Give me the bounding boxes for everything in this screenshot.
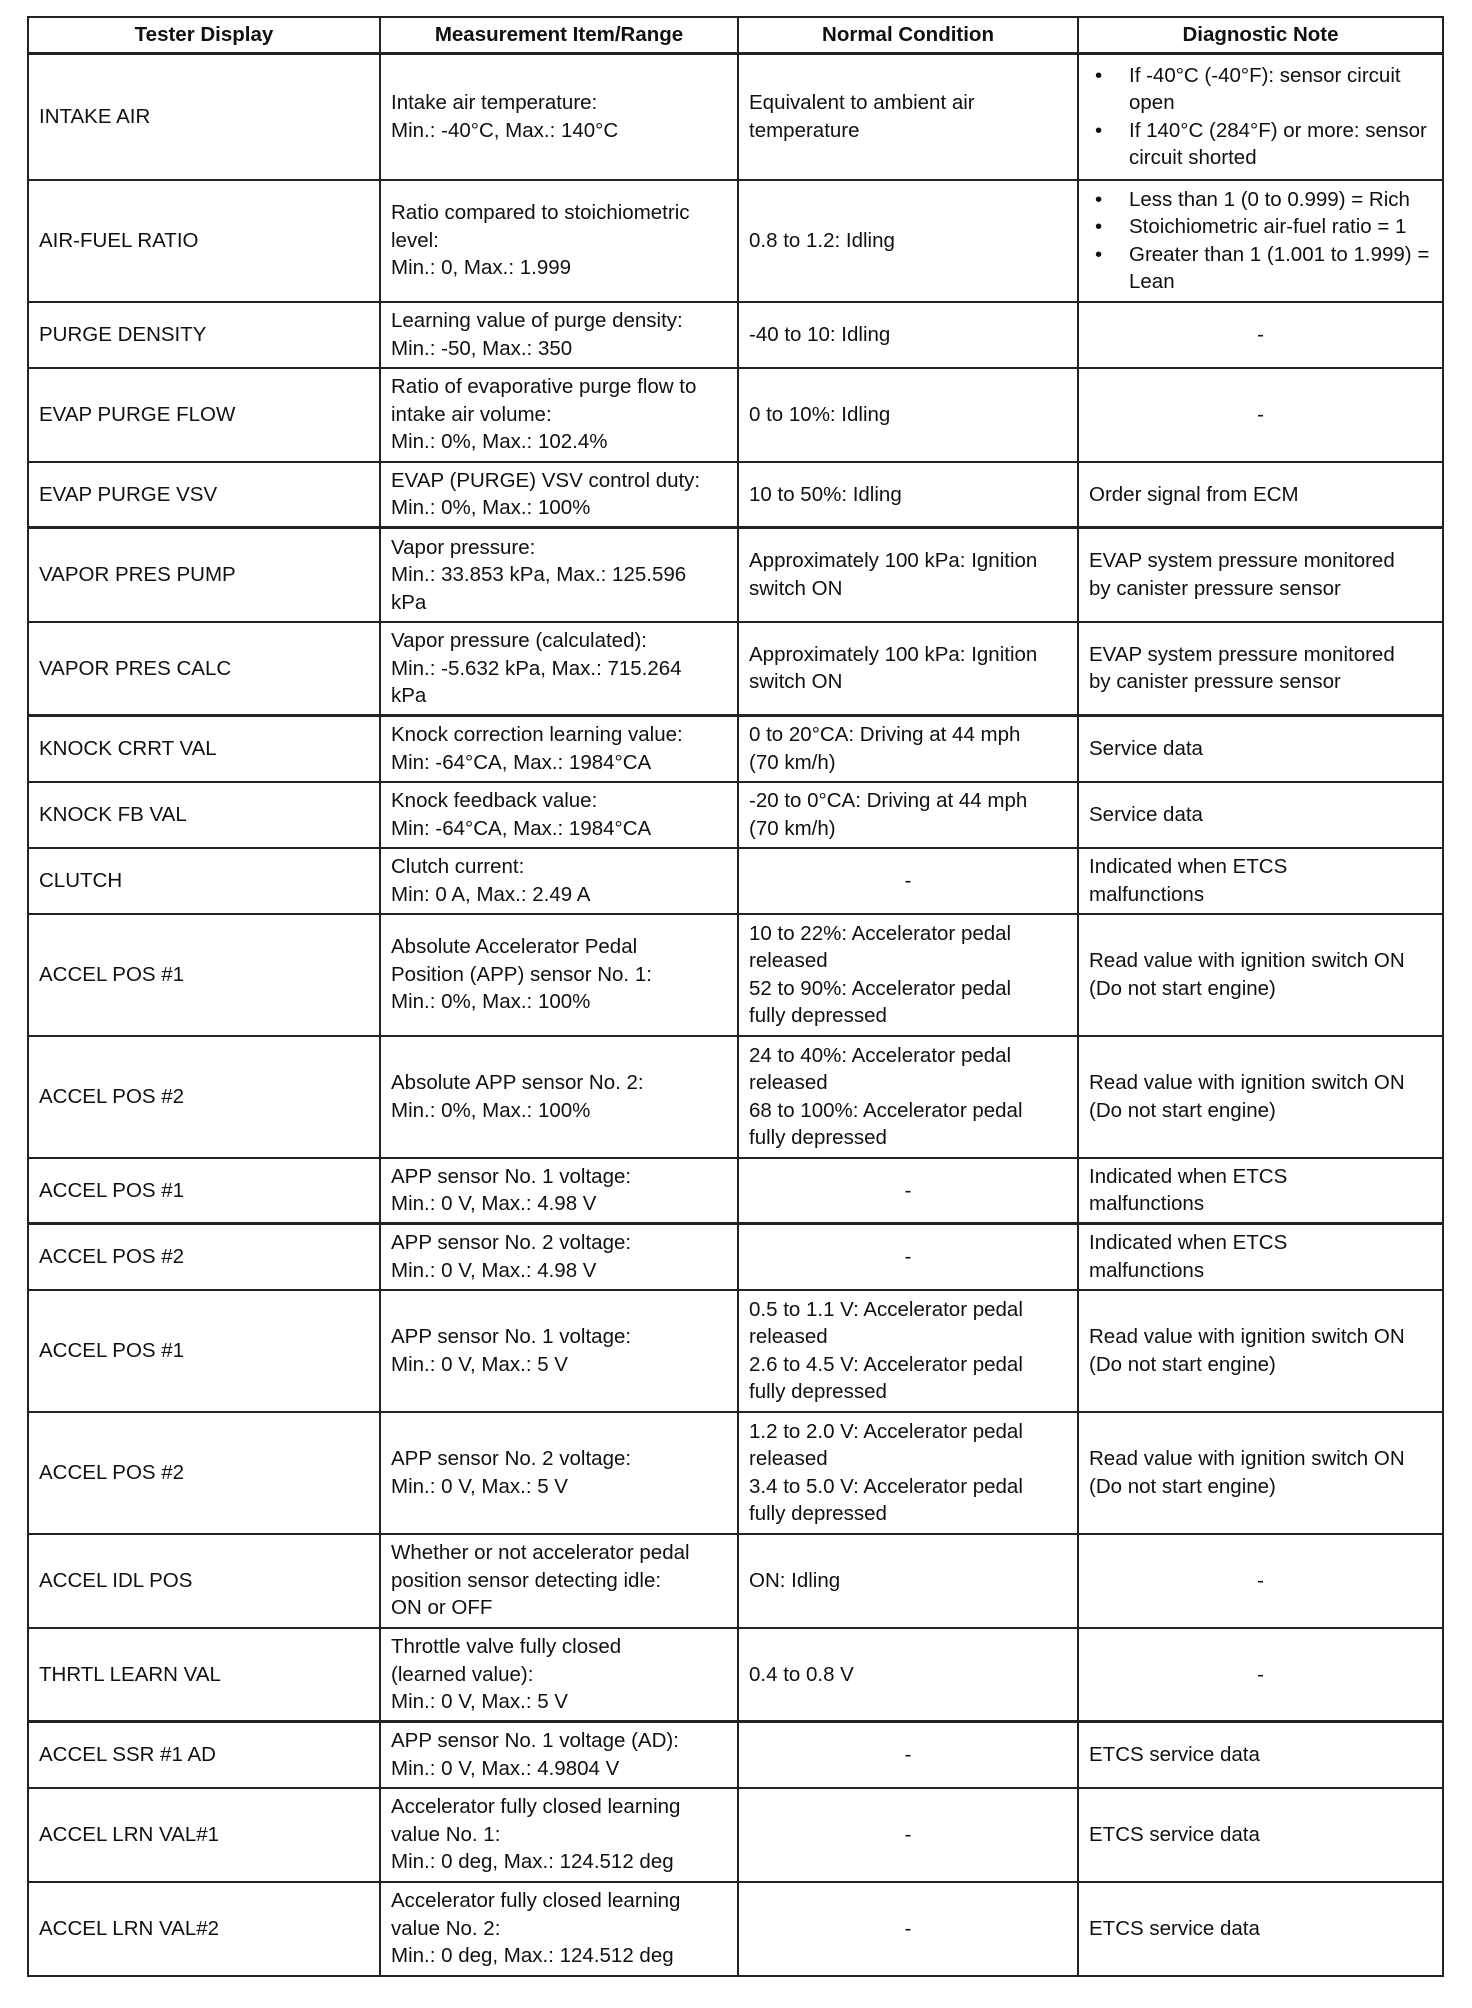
measurement-cell: Throttle valve fully closed (learned value): Min.: 0 V, Max.: 5 V xyxy=(380,1628,738,1722)
diagnostic-note-cell: EVAP system pressure monitored by canister pressure sensor xyxy=(1078,622,1443,716)
measurement-cell: Whether or not accelerator pedal position sensor detecting idle: ON or OFF xyxy=(380,1534,738,1628)
note-bullet: • Less than 1 (0 to 0.999) = Rich xyxy=(1089,186,1432,214)
measurement-cell: APP sensor No. 1 voltage: Min.: 0 V, Max.: 4.98 V xyxy=(380,1158,738,1224)
tester-display-cell: VAPOR PRES PUMP xyxy=(28,528,380,622)
table-row xyxy=(28,528,1443,622)
normal-condition-cell: - xyxy=(738,1788,1078,1882)
normal-condition-cell: 0.4 to 0.8 V xyxy=(738,1628,1078,1722)
diagnostic-note-cell: Read value with ignition switch ON (Do not start engine) xyxy=(1078,914,1443,1036)
diagnostic-note-cell: - xyxy=(1078,1534,1443,1628)
note-bullet: • Stoichiometric air-fuel ratio = 1 xyxy=(1089,213,1432,241)
normal-condition-cell: ON: Idling xyxy=(738,1534,1078,1628)
measurement-cell: Accelerator fully closed learning value No. 1: Min.: 0 deg, Max.: 124.512 deg xyxy=(380,1788,738,1882)
header-row xyxy=(28,17,1443,54)
tester-display-cell: ACCEL LRN VAL#2 xyxy=(28,1882,380,1976)
tester-display-cell: ACCEL POS #1 xyxy=(28,1290,380,1412)
table-row xyxy=(28,1290,1443,1412)
diagnostic-note-cell: Indicated when ETCS malfunctions xyxy=(1078,848,1443,914)
normal-condition-cell: - xyxy=(738,1722,1078,1788)
tester-display-cell: KNOCK FB VAL xyxy=(28,782,380,848)
table-row xyxy=(28,368,1443,462)
table-row xyxy=(28,1224,1443,1290)
tester-display-cell: ACCEL LRN VAL#1 xyxy=(28,1788,380,1882)
diagnostic-note-cell: ETCS service data xyxy=(1078,1882,1443,1976)
diagnostic-note-cell: ETCS service data xyxy=(1078,1722,1443,1788)
diagnostic-note-cell: Indicated when ETCS malfunctions xyxy=(1078,1224,1443,1290)
normal-condition-cell: 0.8 to 1.2: Idling xyxy=(738,180,1078,302)
diagnostic-note-cell: - xyxy=(1078,1628,1443,1722)
measurement-cell: Vapor pressure (calculated): Min.: -5.632 kPa, Max.: 715.264 kPa xyxy=(380,622,738,716)
measurement-cell: Absolute APP sensor No. 2: Min.: 0%, Max.: 100% xyxy=(380,1036,738,1158)
tester-display-cell: AIR-FUEL RATIO xyxy=(28,180,380,302)
table-row xyxy=(28,782,1443,848)
measurement-cell: Accelerator fully closed learning value No. 2: Min.: 0 deg, Max.: 124.512 deg xyxy=(380,1882,738,1976)
normal-condition-cell: 0.5 to 1.1 V: Accelerator pedal released 2.6 to 4.5 V: Accelerator pedal fully depressed xyxy=(738,1290,1078,1412)
tester-display-cell: INTAKE AIR xyxy=(28,54,380,180)
header-diagnostic-note: Diagnostic Note xyxy=(1078,17,1443,54)
tester-display-cell: ACCEL POS #1 xyxy=(28,914,380,1036)
table-row xyxy=(28,1788,1443,1882)
data-list-table xyxy=(27,16,1444,1977)
header-measurement: Measurement Item/Range xyxy=(380,17,738,54)
note-bullet-list xyxy=(1089,62,1432,172)
normal-condition-cell: -20 to 0°CA: Driving at 44 mph (70 km/h) xyxy=(738,782,1078,848)
diagnostic-note-cell: Service data xyxy=(1078,716,1443,782)
header-normal-condition: Normal Condition xyxy=(738,17,1078,54)
normal-condition-cell: - xyxy=(738,1158,1078,1224)
table-row xyxy=(28,848,1443,914)
diagnostic-note-cell: Read value with ignition switch ON (Do not start engine) xyxy=(1078,1412,1443,1534)
measurement-cell: Vapor pressure: Min.: 33.853 kPa, Max.: 125.596 kPa xyxy=(380,528,738,622)
normal-condition-cell: 1.2 to 2.0 V: Accelerator pedal released 3.4 to 5.0 V: Accelerator pedal fully depressed xyxy=(738,1412,1078,1534)
diagnostic-note-cell: Service data xyxy=(1078,782,1443,848)
diagnostic-note-cell: Read value with ignition switch ON (Do not start engine) xyxy=(1078,1036,1443,1158)
measurement-cell: Absolute Accelerator Pedal Position (APP) sensor No. 1: Min.: 0%, Max.: 100% xyxy=(380,914,738,1036)
table-row xyxy=(28,180,1443,302)
table-row xyxy=(28,1628,1443,1722)
diagnostic-note-cell: EVAP system pressure monitored by canister pressure sensor xyxy=(1078,528,1443,622)
normal-condition-cell: - xyxy=(738,1224,1078,1290)
normal-condition-cell: 10 to 50%: Idling xyxy=(738,462,1078,528)
tester-display-cell: VAPOR PRES CALC xyxy=(28,622,380,716)
diagnostic-note-cell: - xyxy=(1078,368,1443,462)
tester-display-cell: KNOCK CRRT VAL xyxy=(28,716,380,782)
tester-display-cell: ACCEL POS #1 xyxy=(28,1158,380,1224)
table-row xyxy=(28,1882,1443,1976)
tester-display-cell: EVAP PURGE VSV xyxy=(28,462,380,528)
normal-condition-cell: 24 to 40%: Accelerator pedal released 68 to 100%: Accelerator pedal fully depressed xyxy=(738,1036,1078,1158)
tester-display-cell: ACCEL IDL POS xyxy=(28,1534,380,1628)
normal-condition-cell: 10 to 22%: Accelerator pedal released 52 to 90%: Accelerator pedal fully depressed xyxy=(738,914,1078,1036)
diagnostic-note-cell: Indicated when ETCS malfunctions xyxy=(1078,1158,1443,1224)
measurement-cell: Knock feedback value: Min: -64°CA, Max.: 1984°CA xyxy=(380,782,738,848)
table-row xyxy=(28,54,1443,180)
measurement-cell: Clutch current: Min: 0 A, Max.: 2.49 A xyxy=(380,848,738,914)
normal-condition-cell: Approximately 100 kPa: Ignition switch ON xyxy=(738,528,1078,622)
table-row xyxy=(28,1158,1443,1224)
diagnostic-note-cell xyxy=(1078,180,1443,302)
tester-display-cell: CLUTCH xyxy=(28,848,380,914)
diagnostic-note-cell: - xyxy=(1078,302,1443,368)
document-page xyxy=(27,16,1442,1977)
table-row xyxy=(28,462,1443,528)
table-row xyxy=(28,1412,1443,1534)
diagnostic-note-cell: ETCS service data xyxy=(1078,1788,1443,1882)
measurement-cell: APP sensor No. 2 voltage: Min.: 0 V, Max.: 4.98 V xyxy=(380,1224,738,1290)
tester-display-cell: ACCEL POS #2 xyxy=(28,1224,380,1290)
normal-condition-cell: Approximately 100 kPa: Ignition switch ON xyxy=(738,622,1078,716)
note-bullet-list xyxy=(1089,186,1432,296)
measurement-cell: Knock correction learning value: Min: -64°CA, Max.: 1984°CA xyxy=(380,716,738,782)
tester-display-cell: THRTL LEARN VAL xyxy=(28,1628,380,1722)
table-row xyxy=(28,1722,1443,1788)
table-row xyxy=(28,622,1443,716)
table-row xyxy=(28,914,1443,1036)
normal-condition-cell: 0 to 10%: Idling xyxy=(738,368,1078,462)
diagnostic-note-cell: Order signal from ECM xyxy=(1078,462,1443,528)
measurement-cell: APP sensor No. 1 voltage (AD): Min.: 0 V, Max.: 4.9804 V xyxy=(380,1722,738,1788)
diagnostic-note-cell: Read value with ignition switch ON (Do not start engine) xyxy=(1078,1290,1443,1412)
note-bullet: • If -40°C (-40°F): sensor circuit open xyxy=(1089,62,1432,117)
normal-condition-cell: 0 to 20°CA: Driving at 44 mph (70 km/h) xyxy=(738,716,1078,782)
measurement-cell: Ratio of evaporative purge flow to intake air volume: Min.: 0%, Max.: 102.4% xyxy=(380,368,738,462)
diagnostic-note-cell xyxy=(1078,54,1443,180)
normal-condition-cell: -40 to 10: Idling xyxy=(738,302,1078,368)
note-bullet: • Greater than 1 (1.001 to 1.999) = Lean xyxy=(1089,241,1432,296)
note-bullet: • If 140°C (284°F) or more: sensor circuit shorted xyxy=(1089,117,1432,172)
measurement-cell: Ratio compared to stoichiometric level: Min.: 0, Max.: 1.999 xyxy=(380,180,738,302)
normal-condition-cell: - xyxy=(738,1882,1078,1976)
measurement-cell: APP sensor No. 1 voltage: Min.: 0 V, Max.: 5 V xyxy=(380,1290,738,1412)
table-row xyxy=(28,302,1443,368)
table-row xyxy=(28,1534,1443,1628)
normal-condition-cell: Equivalent to ambient air temperature xyxy=(738,54,1078,180)
measurement-cell: Learning value of purge density: Min.: -50, Max.: 350 xyxy=(380,302,738,368)
table-row xyxy=(28,716,1443,782)
measurement-cell: EVAP (PURGE) VSV control duty: Min.: 0%, Max.: 100% xyxy=(380,462,738,528)
tester-display-cell: ACCEL POS #2 xyxy=(28,1412,380,1534)
measurement-cell: Intake air temperature: Min.: -40°C, Max.: 140°C xyxy=(380,54,738,180)
measurement-cell: APP sensor No. 2 voltage: Min.: 0 V, Max.: 5 V xyxy=(380,1412,738,1534)
normal-condition-cell: - xyxy=(738,848,1078,914)
header-tester-display: Tester Display xyxy=(28,17,380,54)
table-row xyxy=(28,1036,1443,1158)
tester-display-cell: EVAP PURGE FLOW xyxy=(28,368,380,462)
tester-display-cell: PURGE DENSITY xyxy=(28,302,380,368)
tester-display-cell: ACCEL POS #2 xyxy=(28,1036,380,1158)
tester-display-cell: ACCEL SSR #1 AD xyxy=(28,1722,380,1788)
